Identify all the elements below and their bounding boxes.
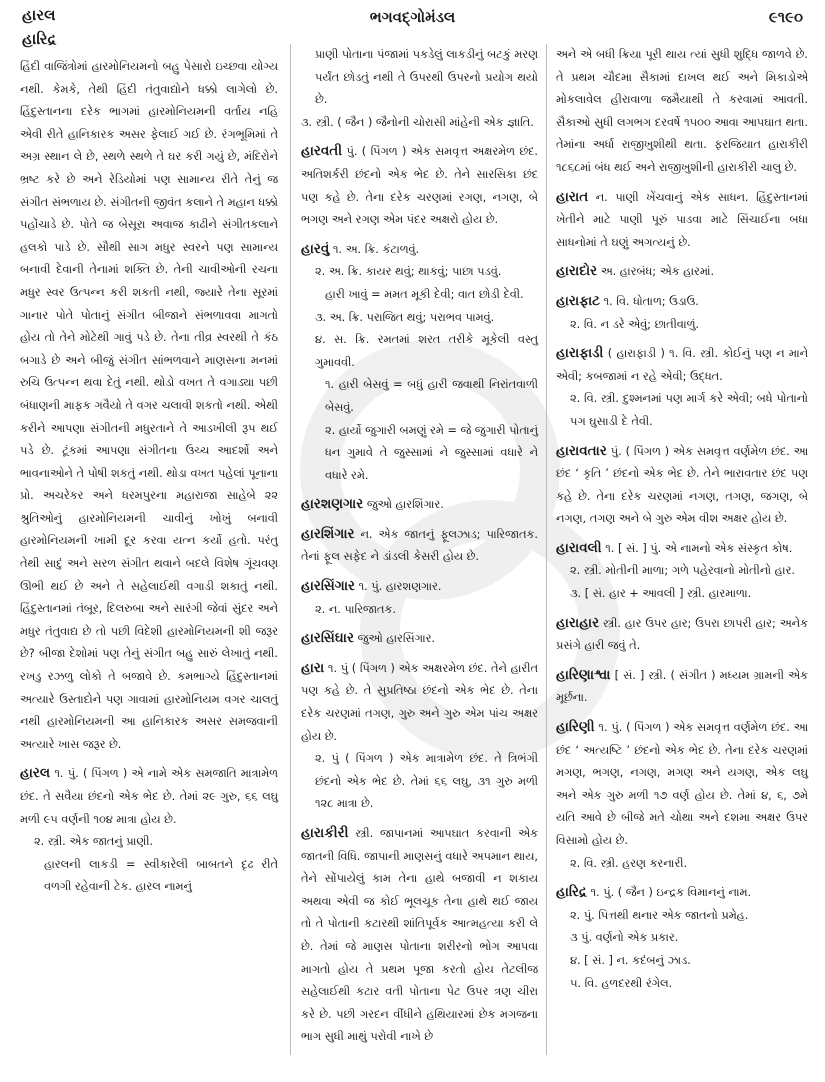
dictionary-entry — [301, 627, 538, 651]
dictionary-entry — [301, 238, 538, 488]
dictionary-entry — [556, 537, 808, 606]
dictionary-entry — [556, 881, 808, 995]
headword: હારા — [301, 659, 325, 676]
headword: હારશણગાર — [301, 496, 364, 513]
sense: ન. એક જાતનું ફૂલઝાડ; પારિજાતક. તેનાં ફૂલ સફેદ ને ડાંડલી કેસરી હોય છે. — [301, 527, 538, 564]
sense: ૨. વિ. સ્ત્રી. હરણ કરનારી. — [570, 856, 688, 870]
sense: સ્ત્રી. જાપાનમાં આપઘાત કરવાની એક જાતની વિધિ. જાપાની માણસનું વધારે અપમાન થાય, તેને સોંપાયેલું કામ તેના હાથે બજાવી ન શકાય અથવા એવી જ કોઈ ભૂલચૂક તેના હાથે થઈ જાય તો તે પોતાની કટારથી શાંતિપૂર્વક આત્મહત્યા કરી લે છે. તેમાં જે માણસ પોતાના શરીરનો ભોગ આપવા માગતો હોય તે પ્રથમ પૂજા કરતો હોય તેટલીજ સહેલાઈથી કટાર વતી પોતાના પેટ ઉપર ત્રણ ચીરા કરે છે. પછી ગરદન વીંધીને હથિયારમાં છેક મગજના ભાગ સુધી માથું પરોવી નાખે છે — [301, 827, 538, 1044]
sense: ૪. [ સં. ] ન. કદંબનું ઝાડ. — [570, 953, 691, 967]
idiom: હારી ખાવું = મમત મૂકી દેવી; વાત છોડી દેવી. — [325, 287, 524, 301]
headword: હારવું — [301, 240, 330, 257]
sense: ૪. સ. ક્રિ. રમતમાં શરત તરીકે મૂકેલી વસ્તુ ગુમાવવી. — [315, 333, 538, 369]
dictionary-entry — [556, 612, 808, 658]
sense: [ સં. ] સ્ત્રી. ( સંગીત ) મધ્યમ ગ્રામની એક મૂર્છના. — [556, 668, 809, 705]
dictionary-entry — [556, 290, 808, 336]
cross-reference: જુઓ હારશિંગાર. — [366, 498, 444, 512]
column-3 — [556, 44, 808, 1001]
headword: હારિણી — [556, 719, 595, 736]
sense: પું. ( પિંગળ ) એક સમવૃત્ત અક્ષરમેળ છંદ. અતિશર્કરી છંદનો એક ભેદ છે. તેને સારસિકા છંદ પણ કહે છે. તેના દરેક ચરણમાં રગણ, નગણ, બે ભગણ અને રગણ એમ પંદર અક્ષરો હોય છે. — [301, 145, 538, 227]
sense: ૧. પું. હારશણગાર. — [358, 580, 442, 594]
column-2 — [290, 44, 547, 1055]
headword: હારલ — [20, 765, 51, 782]
sense: ૧. અ. ક્રિ. કંટાળવું. — [332, 242, 420, 256]
headword: હારાવલી — [556, 539, 602, 556]
headword: હારાફાડી — [556, 345, 604, 362]
dictionary-entry — [301, 822, 538, 1049]
headword: હારાદોર — [556, 263, 598, 280]
dictionary-entry — [301, 493, 538, 517]
dictionary-entry — [556, 260, 808, 284]
idiom: ૧. હારી બેસવું = બધું હારી જવાથી નિરાંતવાળી બેસવું. — [325, 378, 538, 414]
sense: પું. ( પિંગળ ) એક સમવૃત્ત વર્ણમેળ છંદ. આ છંદ ‘ કૃતિ ’ છંદનો એક ભેદ છે. તેને ભારાવતાર છંદ પણ કહે છે. તેના દરેક ચરણમાં નગણ, તગણ, જગણ, બે નગણ, તગણ અને બે ગુરુ એમ વીશ અક્ષર હોય છે. — [556, 444, 808, 526]
entry-continuation: અને એ બધી ક્રિયા પૂરી થાય ત્યાં સુધી શુદ્ધિ જાળવે છે. તે પ્રથમ ચૌદમા સૈકામાં દાખલ થઈ અને મિકાડોએ મોકલાવેલ હીરાવાળા જમૈયાથી તે કરવામાં આવતી. સૈકાઓ સુધી લગભગ દરવર્ષે ૧૫૦૦ આવા આપઘાત થતા. તેમાંના અર્ધા રાજીખુશીથી થતા. ફરજિયાત હારાકીરી ૧૮૬૮માં બંધ થઈ અને રાજીખુશીની હારાકીરી ચાલુ છે. — [556, 48, 808, 174]
sense: ૧. [ સં. ] પું. એ નામનો એક સંસ્કૃત કોષ. — [605, 541, 793, 555]
cross-reference: જુઓ હારસિંગાર. — [357, 632, 436, 646]
dictionary-entry — [556, 716, 808, 875]
dictionary-entry — [556, 342, 808, 433]
dictionary-entry — [301, 575, 538, 621]
dictionary-entry — [556, 664, 808, 710]
headword: હારિદ્ર — [556, 884, 587, 901]
sense: ૨. વિ. ન ડરે એવું; છાતીવાળું. — [570, 317, 700, 331]
sense: ( હારાફાડી ) ૧. વિ. સ્ત્રી. કોઈનું પણ ન માને એવી; કબજામાં ન રહે એવી; ઉદ્ધત. — [556, 347, 809, 383]
idiom: ૨. હાર્યો જુગારી બમણું રમે = જે જુગારી પોતાનું ધન ગુમાવે તે જુસ્સામાં ને જુસ્સામાં વધારે ને વધારે રમે. — [325, 423, 538, 482]
headword: હારાકીરી — [301, 825, 349, 841]
sense: ૨. વિ. સ્ત્રી. દુશ્મનમાં પણ માર્ગ કરે એવી; બધે પોતાનો પગ ઘુસાડી દે તેવી. — [570, 392, 808, 428]
headword: હારસિંઘાર — [301, 630, 354, 647]
headword: હારાત — [556, 188, 589, 205]
entry-continuation: પ્રાણી પોતાના પંજામાં પકડેલું લાકડીનું બટકું મરણ પર્યંત છોડતું નથી તે ઉપરથી ઉપરનો પ્રયોગ થયો છે. — [315, 48, 538, 107]
sense: ન. પાણી ખેંચવાનું એક સાધન. હિંદુસ્તાનમાં ખેતીને માટે પાણી પૂરું પાડવા માટે સિંચાઈના બધા સાધનોમાં તે ઘણું અગત્યનું છે. — [556, 190, 809, 249]
sense: ૨. ન. પારિજાતક. — [315, 602, 396, 616]
sense: ૩. અ. ક્રિ. પરાજિત થવું; પરાભવ પામવું. — [315, 310, 495, 324]
idiom: હારલની લાકડી = સ્વીકારેલી બાબતને દૃઢ રીતે વળગી રહેવાની ટેક. હારલ નામનું — [44, 857, 278, 894]
sense: ૨. અ. ક્રિ. કાયર થવું; થાકવું; પાછા પડવું. — [315, 265, 502, 279]
sense: ૨. પું ( પિંગળ ) એક માત્રામેળ છંદ. તે ત્રિભંગી છંદનો એક ભેદ છે. તેમાં ૬૬ લઘુ, ૩૧ ગુરુ મળી ૧૨૮ માત્રા છે. — [315, 752, 538, 811]
sense: સ્ત્રી. હાર ઉપર હાર; ઉપરા છાપરી હાર; અનેક પ્રસંગે હારી જવું તે. — [556, 616, 809, 653]
sense: ૧. પું ( પિંગળ ) એક અક્ષરમેળ છંદ. તેને હારીત પણ કહે છે. તે સુપ્રતિષ્ઠા છંદનો એક ભેદ છે. તેના દરેક ચરણમાં તગણ, ગુરુ અને ગુરુ એમ પાંચ અક્ષર હોય છે. — [301, 661, 538, 743]
guide-word-bottom: હારિદ્ર — [22, 30, 57, 48]
sense: ૧. પું. ( પિંગળ ) એક સમવૃત્ત વર્ણમેળ છંદ. આ છંદ ‘ અત્યષ્ટિ ’ છંદનો એક ભેદ છે. તેના દરેક ચરણમાં મગણ, ભગણ, નગણ, મગણ અને યગણ, એક લઘુ અને એક ગુરુ મળી ૧૭ વર્ણ હોય છે. તેમાં ૪, ૬, ૭મે યતિ આવે છે બીજે મતે ચોથા અને દશમા અક્ષર ઉપર વિસામો હોય છે. — [556, 721, 809, 847]
sense: ૧. વિ. ધોતાળ; ઉડાઉ. — [603, 294, 699, 308]
column-1 — [20, 56, 278, 905]
dictionary-entry — [20, 762, 278, 899]
dictionary-entry — [301, 523, 538, 569]
sense: ૧. પું. ( જૈન ) ઇન્દ્રક વિમાનનું નામ. — [590, 886, 752, 900]
headword: હારાફાટ — [556, 292, 600, 309]
guide-word-top: હારલ — [22, 6, 56, 24]
dictionary-entry — [301, 657, 538, 816]
sense: ૫. વિ. હળદરથી રંગેલ. — [570, 976, 673, 990]
headword: હારશિંગાર — [301, 525, 355, 542]
sense: ૩. સ્ત્રી. ( જૈન ) જૈનોની ચોરાસી માંહેની એક જ્ઞાતિ. — [301, 115, 534, 129]
headword: હારસિંગાર — [301, 578, 356, 595]
sense: ૨. સ્ત્રી. એક જાતનું પ્રાણી. — [34, 835, 154, 849]
sense: ૩. [ સં. હાર + આવલી ] સ્ત્રી. હારમાળા. — [570, 587, 752, 601]
running-title: ભગવદ્ગોમંડલ — [369, 8, 456, 26]
headword: હારાહાર — [556, 614, 600, 631]
headword: હારાવતાર — [556, 442, 607, 459]
sense: અ. હારબંધ; એક હારમાં. — [600, 265, 715, 279]
sense: ૩ પું. વર્ણનો એક પ્રકાર. — [570, 931, 679, 945]
dictionary-entry — [556, 186, 808, 255]
dictionary-entry — [556, 440, 808, 531]
headword: હારવતી — [301, 143, 343, 160]
sense: ૧. પું. ( પિંગળ ) એ નામે એક સમજાતિ માત્રામેળ છંદ. તે સવૈયા છંદનો એક ભેદ છે. તેમાં ૨૯ ગુરુ, ૬૬ લઘુ મળી ૯૫ વર્ણની ૧૦૪ માત્રા હોય છે. — [20, 767, 278, 826]
sense: ૨. સ્ત્રી. મોતીની માળા; ગળે પહેરવાનો મોતીનો હાર. — [570, 564, 795, 578]
sense: ૨. પું. પિત્તથી થનાર એક જાતનો પ્રમેહ. — [570, 908, 749, 922]
entry-continuation: હિંદી વાજિંત્રોમાં હારમોનિયમનો બહુ પેસારો ઇચ્છવા યોગ્ય નથી. કેમકે, તેથી હિંદી તંતુવાદ્યોને ધક્કો લાગેલો છે. હિંદુસ્તાનના દરેક ભાગમાં હારમોનિયમની વર્તાય નહિ એવી રીતે હાનિકારક અસર ફેલાઈ ગઈ છે. રંગભૂમિમાં તે અગ્ર સ્થાન લે છે, સ્થળે સ્થળે તે ઘર કરી ગયું છે, મંદિરોને ભ્રષ્ટ કરે છે અને રેડિયોમાં પણ સામાન્ય રીતે તેનું જ સંગીત સંભળાય છે. સંગીતની જીવંત કલાને તે મહાન ધક્કો પહોંચાડે છે. પોતે જ બેસૂરા અવાજ કાઢીને સંગીતકલાને હલકો પાડે છે. સૌથી સાગ મધુર સ્વરને પણ સામાન્ય બનાવી દેવાની તેનામાં શક્તિ છે. તેની ચાવીઓની રચના મધુર સ્વર ઉત્પન્ન કરી શકતી નથી, જ્યારે તેના સૂરમાં ગાનાર પોતે પોતાનું સંગીત બીજાને સંભળાવવા માગતો હોય તો તેને મોટેથી ગાવું પડે છે. તેના તીવ્ર સ્વરથી તે કંઠ બગાડે છે અને બીજું સંગીત સાંભળવાને માણસના મનમાં રુચિ ઉત્પન્ન થવા દેતું નથી. થોડો વખત તે વગાડ્યા પછી બંધાણની માફક ગવૈયો તે વગર ચલાવી શકતો નથી. એથી કરીને આપણા સંગીતની મધુરતાને તે આડખીલી રૂપ થઈ પડે છે. ટૂંકમાં આપણા સંગીતના ઉચ્ચ આદર્શો અને ભાવનાઓને તે પોષી શકતું નથી. થોડા વખત પહેલાં પૂનાના પ્રો. અચરેકર અને ધરમપુરના મહારાજા સાહેબે ૨૨ શ્રુતિઓનું હારમોનિયમની ચાવીનું ખોખું બનાવી હારમોનિયમની ખામી દૂર કરવા યત્ન કર્યો હતો. પરંતુ તેથી સાદું અને સરળ સંગીત થવાને બદલે વિશેષ ગૂંચવણ ઊભી થઈ છે અને તે સહેલાઈથી વગાડી શકાતું નથી. હિંદુસ્તાનમાં તંબૂર, દિલરુબા અને સારંગી જેવાં સુંદર અને મધુર તંતુવાદ્ય છે તો પછી વિદેશી હારમોનિયમની શી જરૂર છે? બીજા દેશોમાં પણ તેનું સંગીત બહુ સારું લેખાતું નથી. રખડુ રઝળુ લોકો તે બજાવે છે. કમભાગ્યે હિંદુસ્તાનમાં અત્યારે ઉસ્તાદોને પણ ગાવામાં હારમોનિયમ વગર ચાલતું નથી હારમોનિયમની આ હાનિકારક અસર સમજવાની અત્યારે ખાસ જરૂર છે. — [20, 60, 278, 751]
page-number: ૯૧૯૦ — [768, 8, 803, 26]
headword: હારિણાશ્વા — [556, 666, 611, 683]
dictionary-entry — [301, 140, 538, 231]
